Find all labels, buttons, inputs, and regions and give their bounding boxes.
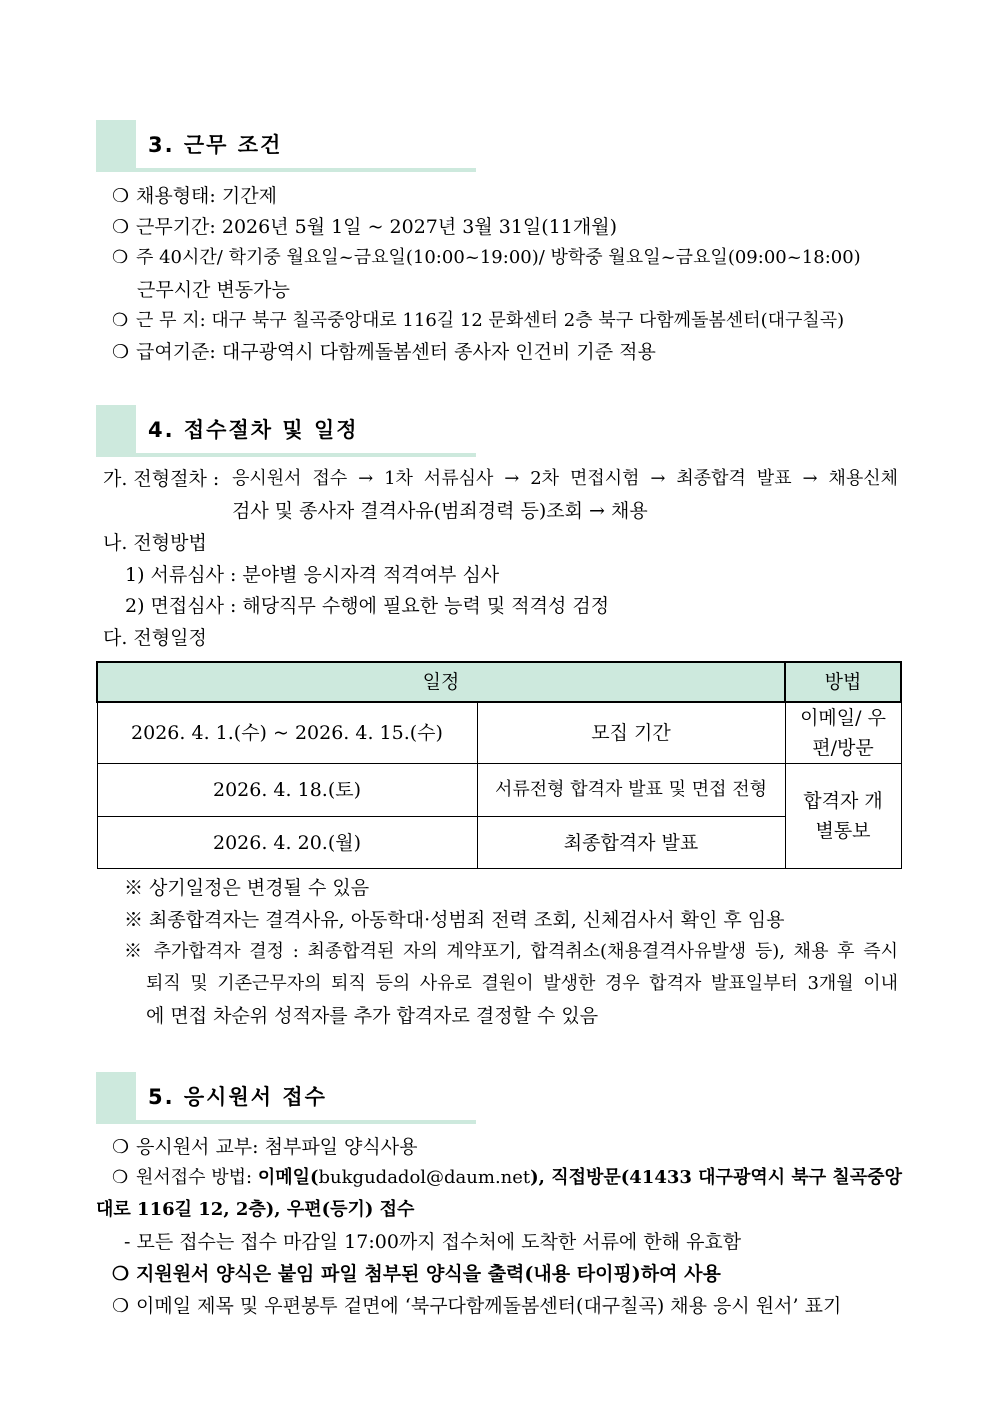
section-5-title: 5. 응시원서 접수 (148, 1085, 327, 1109)
bullet-icon: ❍ (112, 341, 130, 363)
note-3: ※ 추가합격자 결정 : 최종합격된 자의 계약포기, 합격취소(채용결격사유발생 등), 채용 후 즉시 (124, 941, 898, 962)
section-4-header (96, 405, 476, 457)
row-desc: 서류전형 합격자 발표 및 면접 전형 (477, 764, 785, 817)
section-4-tab (96, 405, 136, 453)
ga-line-1: 응시원서 접수 → 1차 서류심사 → 2차 면접시험 → 최종합격 발표 → 채용신체 (232, 468, 898, 489)
header-schedule: 일정 (97, 662, 785, 702)
section-4-title: 4. 접수절차 및 일정 (148, 418, 359, 442)
row-desc: 최종합격자 발표 (477, 817, 785, 869)
sec5-item-2: ❍ 원서접수 방법: 이메일(bukgudadol@daum.net), 직접방문(41433 대구광역시 북구 칠곡중앙 (112, 1164, 902, 1192)
bullet-icon: ❍ (112, 216, 130, 238)
schedule-header-row (97, 662, 901, 702)
row-date: 2026. 4. 20.(월) (97, 817, 477, 869)
note-2: ※ 최종합격자는 결격사유, 아동학대·성범죄 전력 조회, 신체검사서 확인 후 임용 (124, 909, 785, 931)
sec5-item-2-cont: 대로 116길 12, 2층), 우편(등기) 접수 (96, 1199, 415, 1220)
schedule-table (96, 661, 902, 869)
row-date: 2026. 4. 18.(토) (97, 764, 477, 817)
bullet-icon: ❍ (112, 310, 129, 331)
bullet-icon: ❍ (112, 247, 129, 268)
na-item-1: 1) 서류심사 : 분야별 응시자격 적격여부 심사 (125, 564, 500, 586)
bullet-icon: ❍ (112, 1136, 130, 1158)
sec5-note: - 모든 접수는 접수 마감일 17:00까지 접수처에 도착한 서류에 한해 유효함 (124, 1231, 742, 1253)
bullet-icon: ❍ (112, 1167, 129, 1188)
note-3-cont-2: 에 면접 차순위 성적자를 추가 합격자로 결정할 수 있음 (146, 1005, 599, 1027)
sec3-item-2: ❍ 근무기간: 2026년 5월 1일 ~ 2027년 3월 31일(11개월) (112, 213, 617, 241)
row-desc: 모집 기간 (477, 702, 785, 764)
table-row (97, 817, 901, 869)
da-heading: 다. 전형일정 (103, 627, 207, 649)
sec3-item-5: ❍ 급여기준: 대구광역시 다함께돌봄센터 종사자 인건비 기준 적용 (112, 338, 656, 366)
section-3-title: 3. 근무 조건 (148, 133, 283, 157)
sec3-item-1: ❍ 채용형태: 기간제 (112, 182, 277, 210)
row-method: 이메일/ 우편/방문 (785, 702, 901, 764)
sec3-item-3-cont: 근무시간 변동가능 (137, 279, 290, 301)
bullet-icon: ❍ (112, 185, 130, 207)
note-1: ※ 상기일정은 변경될 수 있음 (124, 877, 370, 899)
ga-line-2: 검사 및 종사자 결격사유(범죄경력 등)조회 → 채용 (232, 500, 648, 522)
na-heading: 나. 전형방법 (103, 532, 207, 554)
table-row (97, 764, 901, 817)
row-method-merged: 합격자 개별통보 (785, 764, 901, 869)
note-3-cont-1: 퇴직 및 기존근무자의 퇴직 등의 사유로 결원이 발생한 경우 합격자 발표일부터 3개월 이내 (146, 973, 898, 994)
section-5-header (96, 1072, 476, 1124)
bullet-icon: ❍ (112, 1295, 130, 1317)
row-date: 2026. 4. 1.(수) ~ 2026. 4. 15.(수) (97, 702, 477, 764)
email-address: bukgudadol@daum.net (318, 1167, 531, 1188)
sec5-item-3: ❍ 지원원서 양식은 붙임 파일 첨부된 양식을 출력(내용 타이핑)하여 사용 (112, 1260, 721, 1288)
sec5-item-4: ❍ 이메일 제목 및 우편봉투 겉면에 ‘북구다함께돌봄센터(대구칠곡) 채용 응시 원서’ 표기 (112, 1292, 841, 1320)
section-3-header (96, 120, 476, 172)
sec3-item-4: ❍ 근 무 지: 대구 북구 칠곡중앙대로 116길 12 문화센터 2층 북구 다함께돌봄센터(대구칠곡) (112, 307, 844, 335)
section-3-tab (96, 120, 136, 168)
table-row (97, 702, 901, 764)
ga-label: 가. 전형절차 : (103, 468, 220, 490)
na-item-2: 2) 면접심사 : 해당직무 수행에 필요한 능력 및 적격성 검정 (125, 595, 610, 617)
header-method: 방법 (785, 662, 901, 702)
sec3-item-3: ❍ 주 40시간/ 학기중 월요일~금요일(10:00~19:00)/ 방학중 월요일~금요일(09:00~18:00) (112, 244, 861, 272)
sec5-item-1: ❍ 응시원서 교부: 첨부파일 양식사용 (112, 1133, 417, 1161)
bullet-icon: ❍ (112, 1263, 130, 1285)
section-5-tab (96, 1072, 136, 1120)
